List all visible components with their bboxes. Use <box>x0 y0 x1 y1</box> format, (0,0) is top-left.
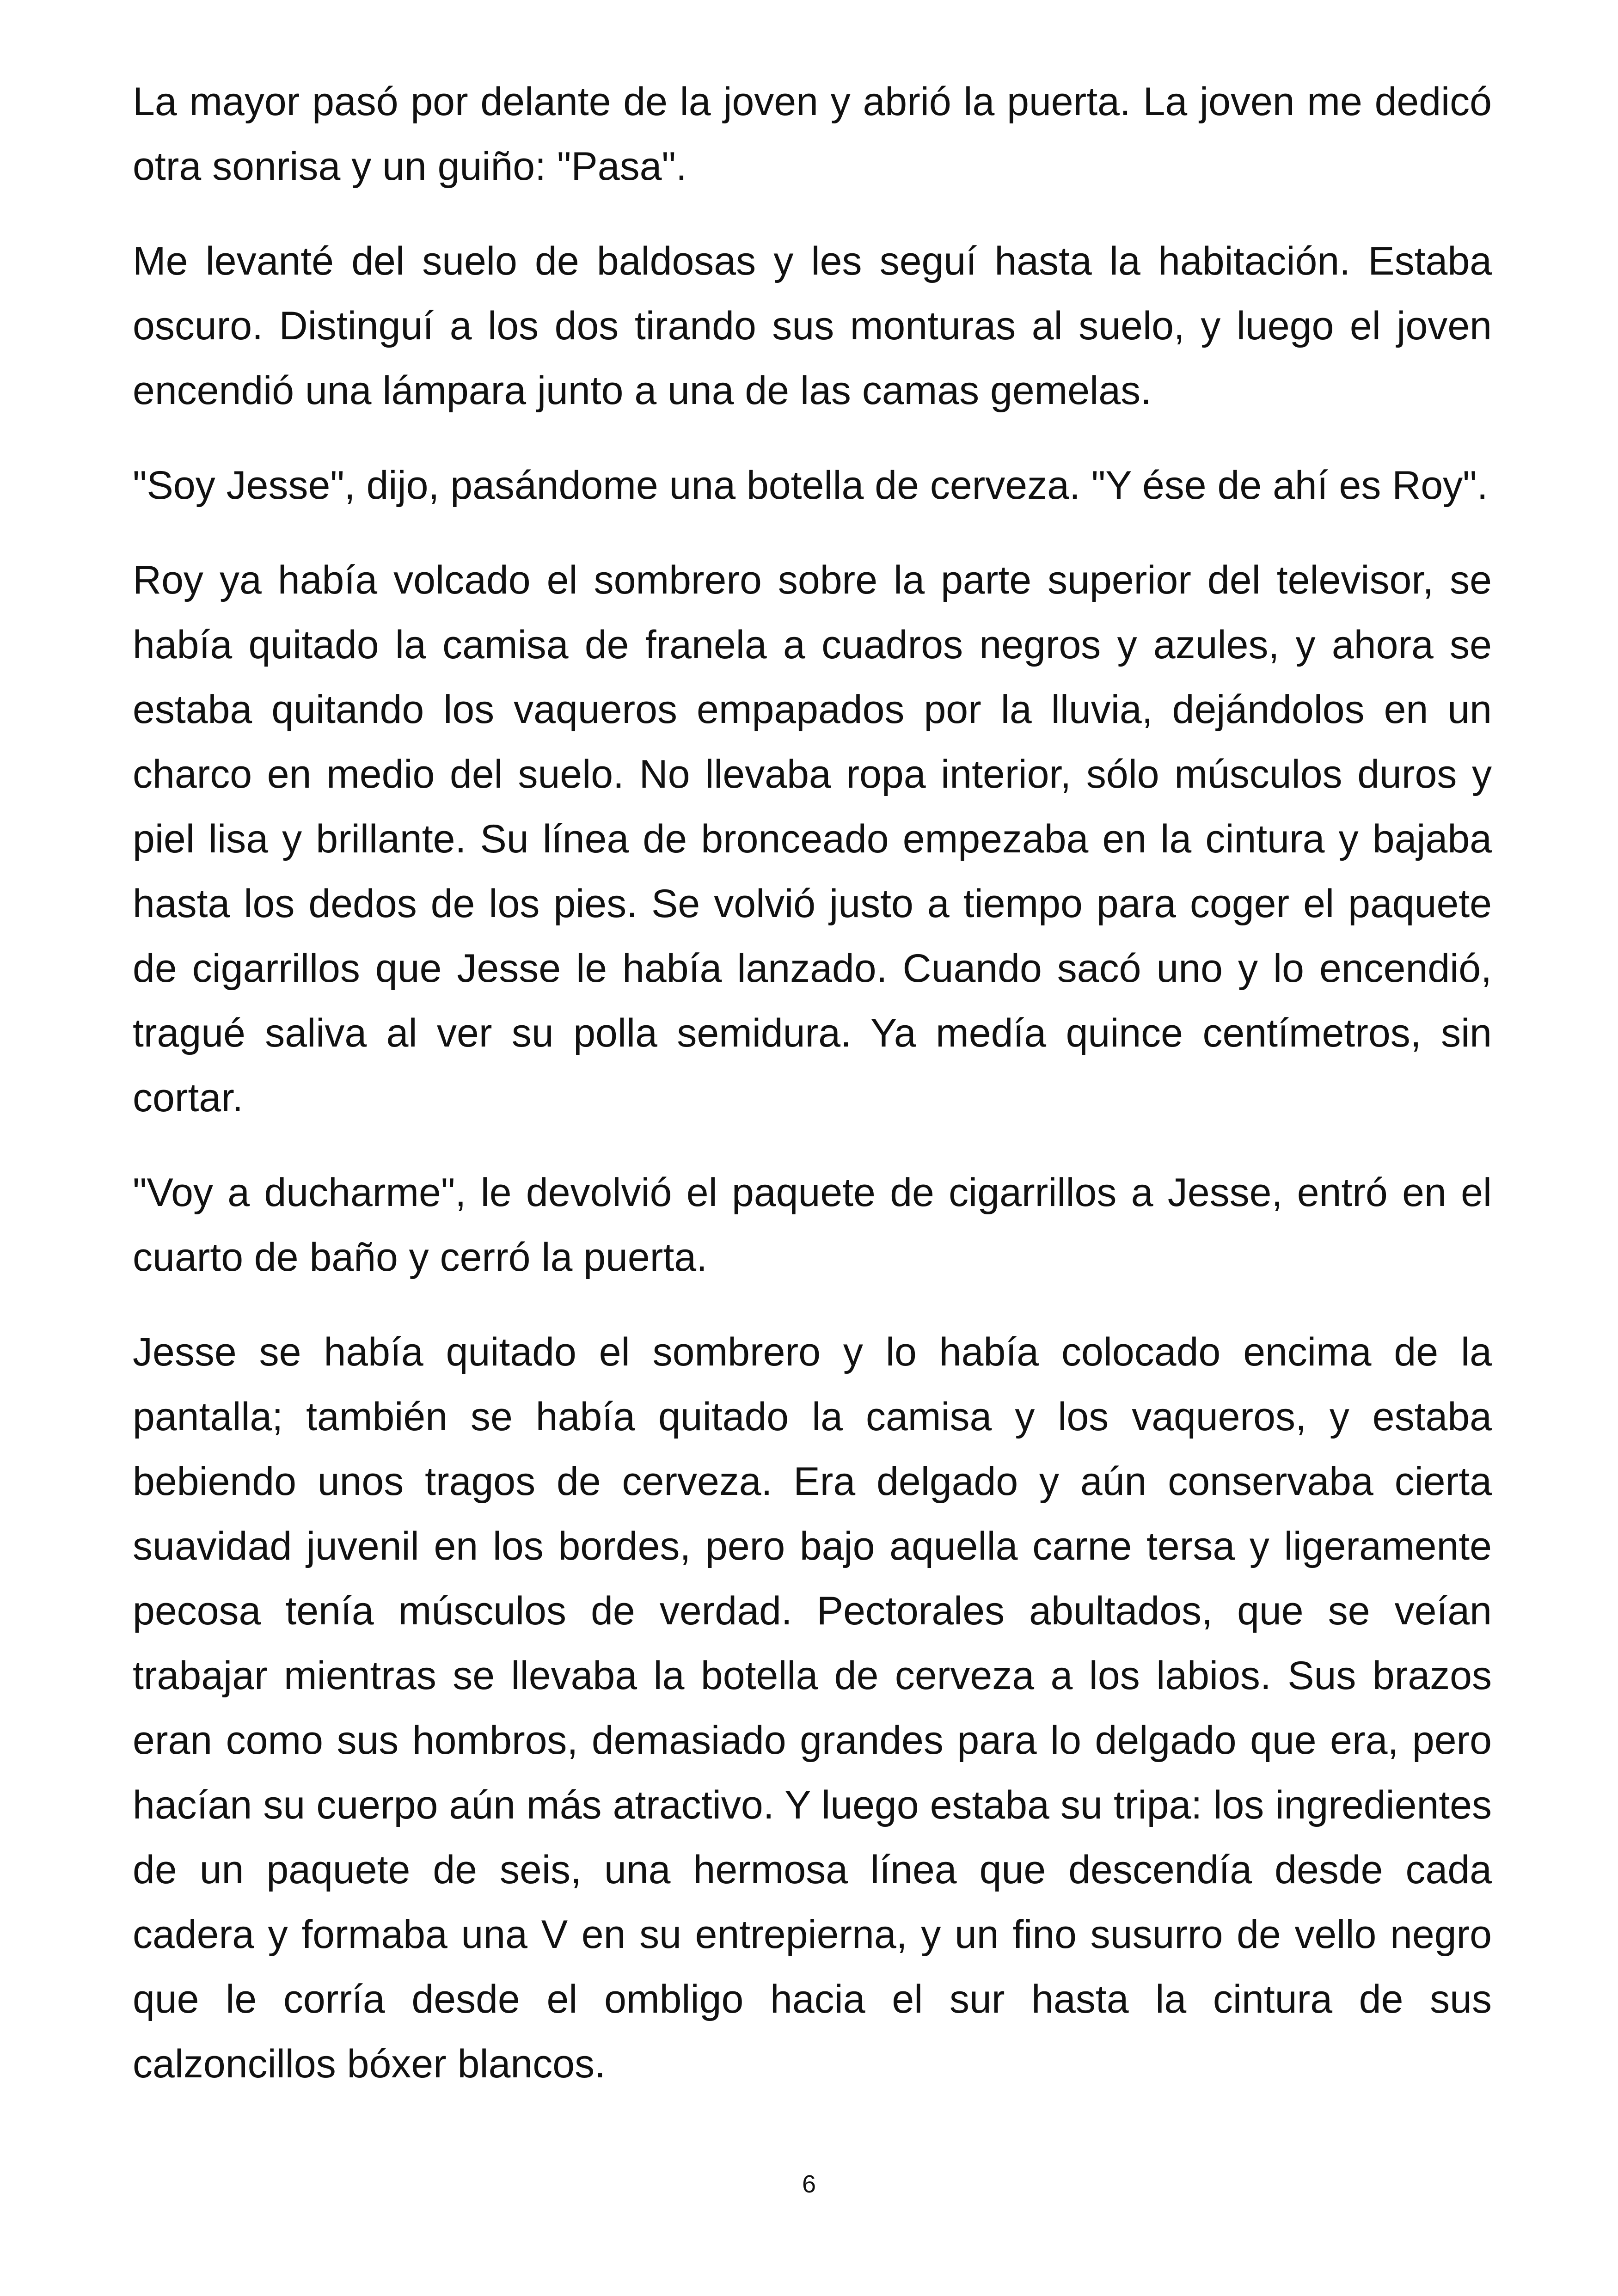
paragraph-6: Jesse se había quitado el sombrero y lo había colocado encima de la pantalla; también se había quitado la camisa y los vaqueros, y estaba bebiendo unos tragos de cerveza. Era delgado y aún conservaba cierta suavidad juvenil en los bordes, pero bajo aquella carne tersa y ligeramente pecosa tenía músculos de verdad. Pectorales abultados, que se veían trabajar mientras se llevaba la botella de cerveza a los labios. Sus brazos eran como sus hombros, demasiado grandes para lo delgado que era, pero hacían su cuerpo aún más atractivo. Y luego estaba su tripa: los ingredientes de un paquete de seis, una hermosa línea que descendía desde cada cadera y formaba una V en su entrepierna, y un fino susurro de vello negro que le corría desde el ombligo hacia el sur hasta la cintura de sus calzoncillos bóxer blancos. <box>133 1330 1492 2086</box>
paragraph-3: "Soy Jesse", dijo, pasándome una botella de cerveza. "Y ése de ahí es Roy". <box>133 463 1488 508</box>
page-body <box>133 69 1492 2126</box>
paragraph-5: "Voy a ducharme", le devolvió el paquete de cigarrillos a Jesse, entró en el cuarto de baño y cerró la puerta. <box>133 1170 1492 1280</box>
paragraph-2: Me levanté del suelo de baldosas y les seguí hasta la habitación. Estaba oscuro. Distinguí a los dos tirando sus monturas al suelo, y luego el joven encendió una lámpara junto a una de las camas gemelas. <box>133 239 1492 413</box>
page-number: 6 <box>802 2170 816 2198</box>
paragraph-4: Roy ya había volcado el sombrero sobre la parte superior del televisor, se había quitado la camisa de franela a cuadros negros y azules, y ahora se estaba quitando los vaqueros empapados por la lluvia, dejándolos en un charco en medio del suelo. No llevaba ropa interior, sólo músculos duros y piel lisa y brillante. Su línea de bronceado empezaba en la cintura y bajaba hasta los dedos de los pies. Se volvió justo a tiempo para coger el paquete de cigarrillos que Jesse le había lanzado. Cuando sacó uno y lo encendió, tragué saliva al ver su polla semidura. Ya medía quince centímetros, sin cortar. <box>133 558 1492 1120</box>
paragraph-1: La mayor pasó por delante de la joven y abrió la puerta. La joven me dedicó otra sonrisa y un guiño: "Pasa". <box>133 80 1492 189</box>
